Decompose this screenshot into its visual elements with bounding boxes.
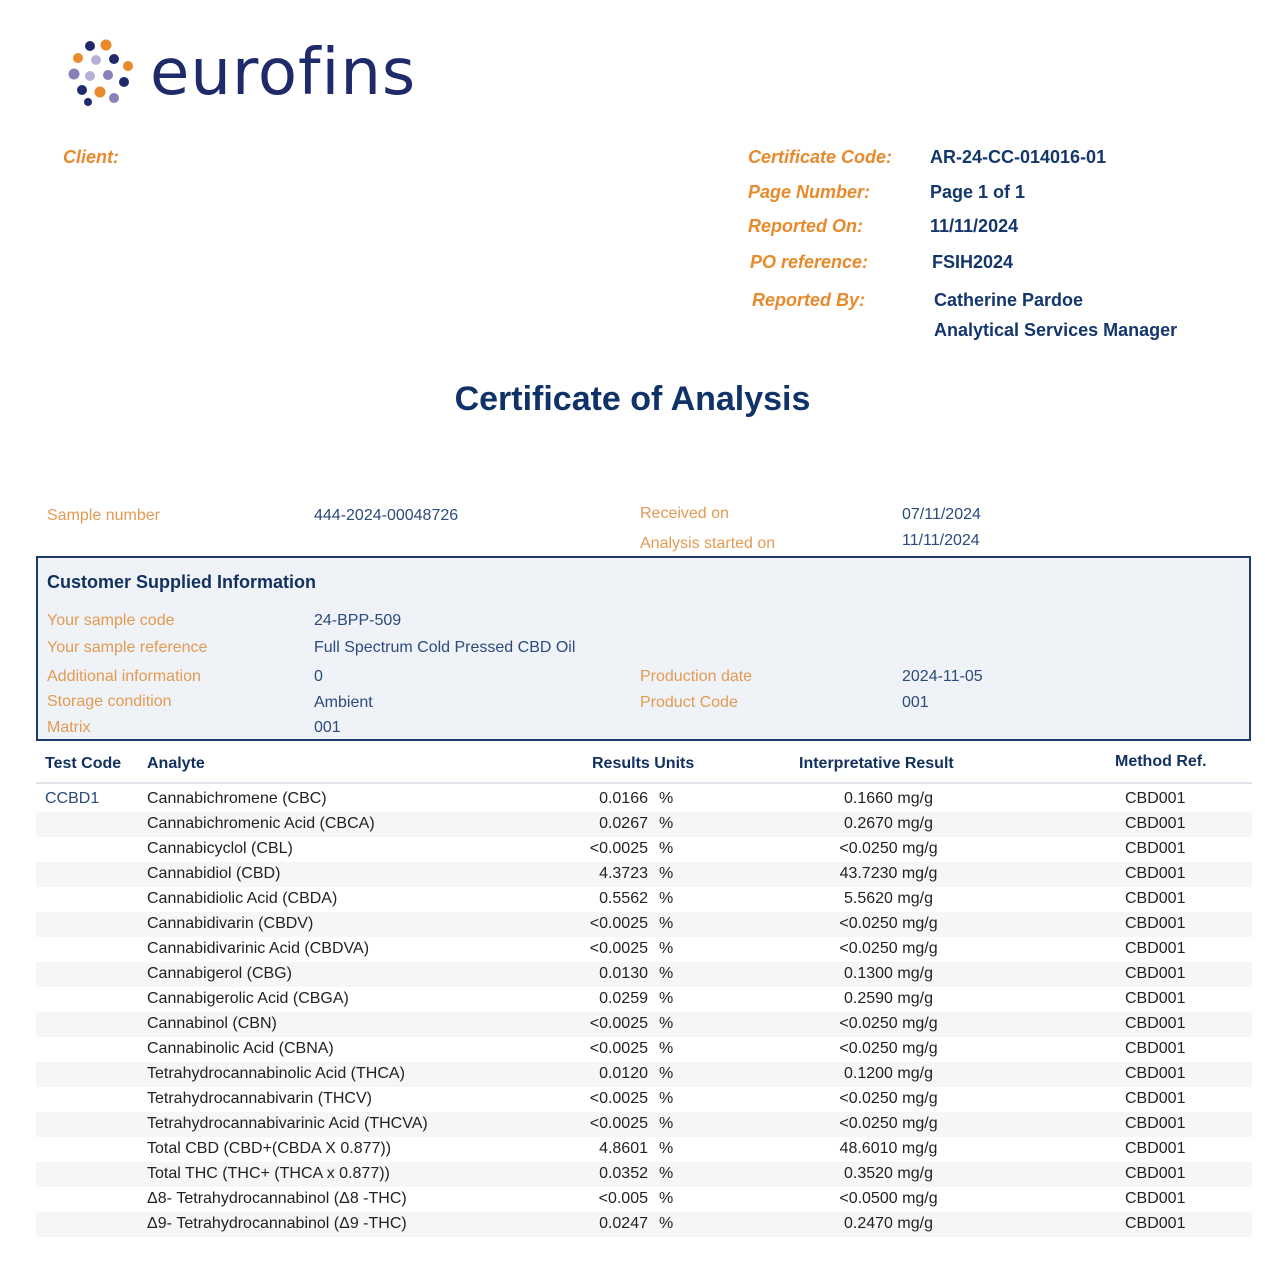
table-row — [36, 887, 1252, 912]
page-number-label: Page Number: — [748, 182, 871, 202]
interpretative-result-cell: <0.0250 mg/g — [839, 1015, 938, 1032]
client-redacted-area — [130, 135, 350, 245]
result-cell: 0.0267 — [599, 815, 648, 832]
received-on-label: Received on — [640, 505, 729, 522]
unit-cell: % — [659, 1040, 674, 1057]
product-code-label: Product Code — [640, 694, 738, 711]
sample-reference-label: Your sample reference — [47, 639, 208, 656]
method-ref-cell: CBD001 — [1125, 1090, 1186, 1107]
method-ref-cell: CBD001 — [1125, 890, 1186, 907]
product-code: 001 — [902, 694, 929, 711]
eurofins-logo-icon — [66, 38, 138, 110]
analyte-cell: Total CBD (CBD+(CBDA X 0.877)) — [147, 1140, 392, 1157]
result-cell: 4.8601 — [599, 1140, 648, 1157]
analyte-cell: Cannabichromenic Acid (CBCA) — [147, 815, 375, 832]
certificate-code: AR-24-CC-014016-01 — [930, 147, 1107, 167]
unit-cell: % — [659, 1090, 674, 1107]
method-ref-cell: CBD001 — [1125, 940, 1186, 957]
po-reference: FSIH2024 — [932, 252, 1014, 272]
interpretative-result-cell: 0.2470 mg/g — [844, 1215, 933, 1232]
reported-by-label: Reported By: — [752, 290, 866, 310]
table-row — [36, 787, 1252, 812]
table-row — [36, 1162, 1252, 1187]
table-row — [36, 987, 1252, 1012]
result-cell: 0.0352 — [599, 1165, 648, 1182]
result-cell: <0.0025 — [589, 940, 648, 957]
method-ref-cell: CBD001 — [1125, 1015, 1186, 1032]
table-row — [36, 1112, 1252, 1137]
method-ref-cell: CBD001 — [1125, 1215, 1186, 1232]
unit-cell: % — [659, 1215, 674, 1232]
received-on: 07/11/2024 — [902, 506, 981, 523]
page-number: Page 1 of 1 — [930, 182, 1026, 202]
analyte-cell: Tetrahydrocannabivarin (THCV) — [147, 1090, 372, 1107]
production-date-label: Production date — [640, 668, 753, 685]
analyte-cell: Tetrahydrocannabivarinic Acid (THCVA) — [147, 1115, 428, 1132]
analysis-started-label: Analysis started on — [640, 535, 776, 552]
unit-cell: % — [659, 990, 674, 1007]
page-title: Certificate of Analysis — [454, 380, 811, 418]
interpretative-result-cell: <0.0250 mg/g — [839, 1090, 938, 1107]
unit-cell: % — [659, 790, 674, 807]
unit-cell: % — [659, 965, 674, 982]
table-row — [36, 937, 1252, 962]
col-header-analyte: Analyte — [147, 755, 205, 772]
table-header-divider — [36, 782, 1252, 784]
test-code-cell: CCBD1 — [45, 790, 100, 807]
po-reference-label: PO reference: — [750, 252, 869, 272]
storage-condition: Ambient — [314, 694, 373, 711]
matrix-label: Matrix — [47, 719, 91, 736]
method-ref-cell: CBD001 — [1125, 965, 1186, 982]
table-row — [36, 1037, 1252, 1062]
table-row — [36, 837, 1252, 862]
reported-on-label: Reported On: — [748, 216, 863, 236]
additional-info-label: Additional information — [47, 668, 201, 685]
result-cell: 0.0259 — [599, 990, 648, 1007]
unit-cell: % — [659, 1015, 674, 1032]
additional-info: 0 — [314, 668, 323, 685]
customer-info-title: Customer Supplied Information — [47, 572, 317, 592]
method-ref-cell: CBD001 — [1125, 865, 1186, 882]
col-header-test-code: Test Code — [45, 755, 122, 772]
sample-number-label: Sample number — [47, 507, 160, 524]
unit-cell: % — [659, 840, 674, 857]
col-header-method: Method Ref. — [1115, 753, 1207, 770]
analyte-cell: Cannabinolic Acid (CBNA) — [147, 1040, 334, 1057]
method-ref-cell: CBD001 — [1125, 790, 1186, 807]
method-ref-cell: CBD001 — [1125, 1115, 1186, 1132]
result-cell: <0.0025 — [589, 1115, 648, 1132]
interpretative-result-cell: 43.7230 mg/g — [839, 865, 938, 882]
result-cell: 0.0120 — [599, 1065, 648, 1082]
method-ref-cell: CBD001 — [1125, 840, 1186, 857]
result-cell: 0.0130 — [599, 965, 648, 982]
table-row — [36, 962, 1252, 987]
result-cell: <0.0025 — [589, 915, 648, 932]
analyte-cell: Cannabicyclol (CBL) — [147, 840, 293, 857]
sample-code-label: Your sample code — [47, 612, 175, 629]
reported-by-name: Catherine Pardoe — [934, 290, 1084, 310]
analyte-cell: Cannabidiolic Acid (CBDA) — [147, 890, 338, 907]
result-cell: <0.0025 — [589, 1040, 648, 1057]
certificate-code-label: Certificate Code: — [748, 147, 893, 167]
interpretative-result-cell: <0.0250 mg/g — [839, 1040, 938, 1057]
interpretative-result-cell: <0.0250 mg/g — [839, 840, 938, 857]
sample-reference: Full Spectrum Cold Pressed CBD Oil — [314, 639, 576, 656]
analysis-started: 11/11/2024 — [902, 532, 980, 549]
interpretative-result-cell: 0.1660 mg/g — [844, 790, 933, 807]
table-row — [36, 862, 1252, 887]
table-row — [36, 1087, 1252, 1112]
interpretative-result-cell: 0.1200 mg/g — [844, 1065, 933, 1082]
result-cell: <0.0025 — [589, 1090, 648, 1107]
interpretative-result-cell: <0.0250 mg/g — [839, 1115, 938, 1132]
interpretative-result-cell: 0.3520 mg/g — [844, 1165, 933, 1182]
result-cell: 0.5562 — [599, 890, 648, 907]
result-cell: 0.0166 — [599, 790, 648, 807]
analyte-cell: Δ9- Tetrahydrocannabinol (Δ9 -THC) — [147, 1215, 407, 1232]
interpretative-result-cell: <0.0250 mg/g — [839, 940, 938, 957]
table-row — [36, 912, 1252, 937]
method-ref-cell: CBD001 — [1125, 1165, 1186, 1182]
method-ref-cell: CBD001 — [1125, 1140, 1186, 1157]
interpretative-result-cell: 0.1300 mg/g — [844, 965, 933, 982]
analyte-cell: Cannabidivarin (CBDV) — [147, 915, 314, 932]
analyte-cell: Cannabigerolic Acid (CBGA) — [147, 990, 349, 1007]
interpretative-result-cell: 5.5620 mg/g — [844, 890, 933, 907]
reported-on: 11/11/2024 — [930, 216, 1019, 236]
method-ref-cell: CBD001 — [1125, 915, 1186, 932]
result-cell: 0.0247 — [599, 1215, 648, 1232]
interpretative-result-cell: <0.0250 mg/g — [839, 915, 938, 932]
analyte-cell: Total THC (THC+ (THCA x 0.877)) — [147, 1165, 390, 1182]
unit-cell: % — [659, 1190, 674, 1207]
result-cell: <0.0025 — [589, 1015, 648, 1032]
table-row — [36, 1012, 1252, 1037]
table-row — [36, 1137, 1252, 1162]
unit-cell: % — [659, 1140, 674, 1157]
table-row — [36, 1187, 1252, 1212]
unit-cell: % — [659, 815, 674, 832]
method-ref-cell: CBD001 — [1125, 990, 1186, 1007]
unit-cell: % — [659, 865, 674, 882]
interpretative-result-cell: <0.0500 mg/g — [839, 1190, 938, 1207]
sample-code: 24-BPP-509 — [314, 612, 402, 629]
analyte-cell: Cannabidiol (CBD) — [147, 865, 281, 882]
unit-cell: % — [659, 1115, 674, 1132]
client-label: Client: — [63, 147, 119, 167]
interpretative-result-cell: 0.2590 mg/g — [844, 990, 933, 1007]
analyte-cell: Cannabichromene (CBC) — [147, 790, 327, 807]
result-cell: 4.3723 — [599, 865, 648, 882]
reported-by-title: Analytical Services Manager — [934, 320, 1178, 340]
analyte-cell: Cannabidivarinic Acid (CBDVA) — [147, 940, 370, 957]
col-header-interpretative: Interpretative Result — [799, 755, 954, 772]
production-date: 2024-11-05 — [902, 668, 983, 685]
brand-wordmark: eurofins — [150, 36, 417, 110]
analyte-cell: Cannabigerol (CBG) — [147, 965, 292, 982]
result-cell: <0.005 — [598, 1190, 648, 1207]
unit-cell: % — [659, 1165, 674, 1182]
table-row — [36, 1212, 1252, 1237]
analyte-cell: Tetrahydrocannabinolic Acid (THCA) — [147, 1065, 405, 1082]
table-row — [36, 812, 1252, 837]
interpretative-result-cell: 0.2670 mg/g — [844, 815, 933, 832]
unit-cell: % — [659, 940, 674, 957]
matrix: 001 — [314, 719, 341, 736]
table-row — [36, 1062, 1252, 1087]
method-ref-cell: CBD001 — [1125, 1190, 1186, 1207]
method-ref-cell: CBD001 — [1125, 1065, 1186, 1082]
interpretative-result-cell: 48.6010 mg/g — [839, 1140, 938, 1157]
unit-cell: % — [659, 915, 674, 932]
storage-condition-label: Storage condition — [47, 693, 172, 710]
analyte-cell: Δ8- Tetrahydrocannabinol (Δ8 -THC) — [147, 1190, 407, 1207]
unit-cell: % — [659, 890, 674, 907]
sample-number: 444-2024-00048726 — [314, 507, 459, 524]
method-ref-cell: CBD001 — [1125, 1040, 1186, 1057]
unit-cell: % — [659, 1065, 674, 1082]
result-cell: <0.0025 — [589, 840, 648, 857]
analyte-cell: Cannabinol (CBN) — [147, 1015, 277, 1032]
method-ref-cell: CBD001 — [1125, 815, 1186, 832]
col-header-results-units: Results Units — [592, 755, 695, 772]
